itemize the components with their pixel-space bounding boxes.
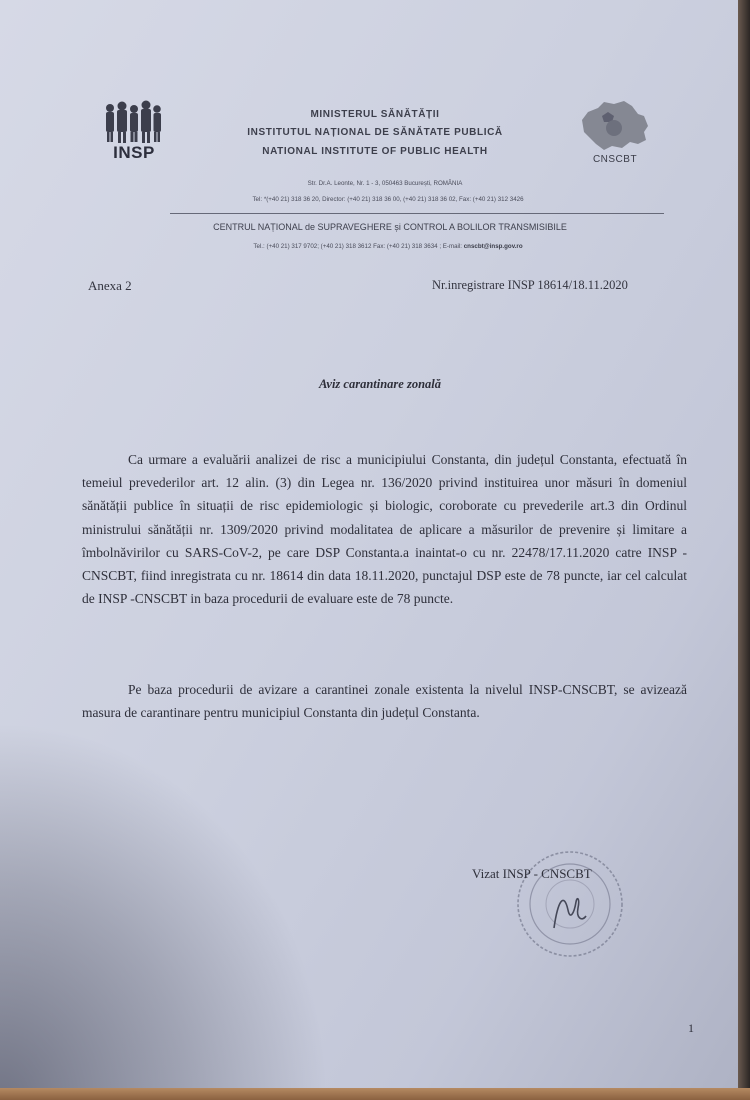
institute-name-ro: INSTITUTUL NAȚIONAL DE SĂNĂTATE PUBLICĂ [247,127,503,138]
people-figures-icon [102,100,164,144]
romania-map-icon [574,98,654,156]
center-contact [158,243,618,250]
insp-logo [98,100,170,166]
body-paragraph-1: Ca urmare a evaluării analizei de risc a municipiului Constanta, din județul Constanta, efectuată în temeiul prevederilor art. 12 alin. (3) din Legea nr. 136/2020 privind instituirea unor măsuri în domeniul sănătății publice în situații de risc epidemiologic și biologic, coroborate cu prevederile art.3 din Ordinul ministrului sănătății nr. 1309/2020 privind modalitatea de aplicare a măsurilor de prevenire și limitare a îmbolnăvirilor cu SARS-CoV-2, pe care DSP Constanta.a inaintat-o cu nr. 22478/17.11.2020 catre INSP - CNSCBT, fiind inregistrata cu nr. 18614 din data 18.11.2020, punctajul DSP este de 78 puncte, iar cel calculat de INSP -CNSCBT in baza procedurii de evaluare este de 78 puncte. [82,452,687,607]
cnscbt-logo [574,98,654,172]
insp-logo-text: INSP [113,143,155,162]
page-edge-right [738,0,750,1100]
ministry-name: MINISTERUL SĂNĂTĂȚII [310,109,440,120]
official-stamp-icon [514,848,626,960]
center-email: cnscbt@insp.gov.ro [463,243,523,250]
institute-phones: Tel: *(+40 21) 318 36 20, Director: (+40 21) 318 36 00, (+40 21) 318 36 02, Fax: (+40 21) 312 3426 [252,196,524,203]
body-paragraph-2: Pe baza procedurii de avizare a carantinei zonale existenta la nivelul INSP-CNSCBT, se avizează masura de carantinare pentru municipiul Constanta din județul Constanta. [82,682,687,721]
annex-label: Anexa 2 [88,278,132,293]
institute-name-en: NATIONAL INSTITUTE OF PUBLIC HEALTH [262,146,488,157]
cnscbt-logo-text: CNSCBT [592,154,638,165]
signature-label: Vizat INSP - CNSCBT [472,866,592,881]
document-title: Aviz carantinare zonală [318,377,441,391]
header-divider [170,213,664,214]
shadow-overlay [0,720,330,1100]
page-edge-bottom [0,1088,750,1100]
center-name: CENTRUL NAȚIONAL de SUPRAVEGHERE și CONTROL A BOLILOR TRANSMISIBILE [213,222,567,232]
registration-number: Nr.inregistrare INSP 18614/18.11.2020 [432,278,628,292]
institute-address: Str. Dr.A. Leonte, Nr. 1 - 3, 050463 București, ROMÂNIA [307,180,463,187]
center-contact-text: Tel.: (+40 21) 317 9702; (+40 21) 318 3612 Fax: (+40 21) 318 3634 ; E-mail: [253,243,464,250]
page-number: 1 [688,1021,694,1035]
